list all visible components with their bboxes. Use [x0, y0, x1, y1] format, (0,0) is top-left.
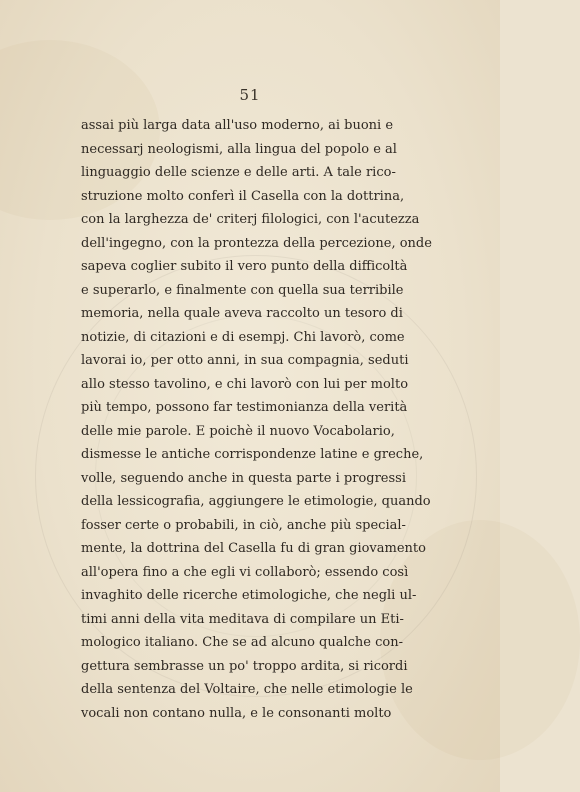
text-line: della sentenza del Voltaire, che nelle etimologie le — [81, 682, 413, 697]
text-line: più tempo, possono far testimonianza della verità — [81, 400, 408, 415]
text-line: lavorai io, per otto anni, in sua compagnia, seduti — [81, 353, 409, 368]
text-line: mologico italiano. Che se ad alcuno qualche con- — [81, 635, 403, 650]
text-line: e superarlo, e finalmente con quella sua terribile — [81, 282, 404, 298]
text-line: necessarj neologismi, alla lingua del popolo e al — [81, 141, 397, 157]
text-line: all'opera fino a che egli vi collaborò; essendo così — [81, 564, 409, 580]
text-line: delle mie parole. E poichè il nuovo Vocabolario, — [81, 423, 395, 439]
page-number: 51 — [239, 86, 261, 104]
text-line: con la larghezza de' criterj filologici, con l'acutezza — [81, 212, 420, 227]
text-line: notizie, di citazioni e di esempj. Chi lavorò, come — [81, 329, 405, 345]
text-line: vocali non contano nulla, e le consonanti molto — [81, 705, 392, 721]
text-line: linguaggio delle scienze e delle arti. A tale rico- — [81, 165, 396, 180]
text-line: mente, la dottrina del Casella fu di gran giovamento — [81, 541, 426, 556]
text-line: struzione molto conferì il Casella con la dottrina, — [81, 188, 405, 204]
text-line: volle, seguendo anche in questa parte i progressi — [81, 470, 406, 486]
text-line: della lessicografia, aggiungere le etimologie, quando — [81, 494, 431, 509]
text-line: invaghito delle ricerche etimologiche, che negli ul- — [81, 588, 417, 603]
text-line: fosser certe o probabili, in ciò, anche più special- — [81, 517, 406, 533]
text-line: timi anni della vita meditava di compilare un Eti- — [81, 611, 404, 627]
text-line: allo stesso tavolino, e chi lavorò con lui per molto — [81, 376, 409, 392]
text-line: assai più larga data all'uso moderno, ai buoni e — [81, 118, 394, 133]
text-line: memoria, nella quale aveva raccolto un tesoro di — [81, 306, 403, 321]
text-line: gettura sembrasse un po' troppo ardita, si ricordi — [81, 658, 408, 674]
body-text — [81, 114, 432, 725]
text-line: dismesse le antiche corrispondenze latine e greche, — [81, 447, 424, 462]
text-line: dell'ingegno, con la prontezza della percezione, onde — [81, 235, 432, 251]
text-line: sapeva coglier subito il vero punto della difficoltà — [81, 259, 408, 274]
